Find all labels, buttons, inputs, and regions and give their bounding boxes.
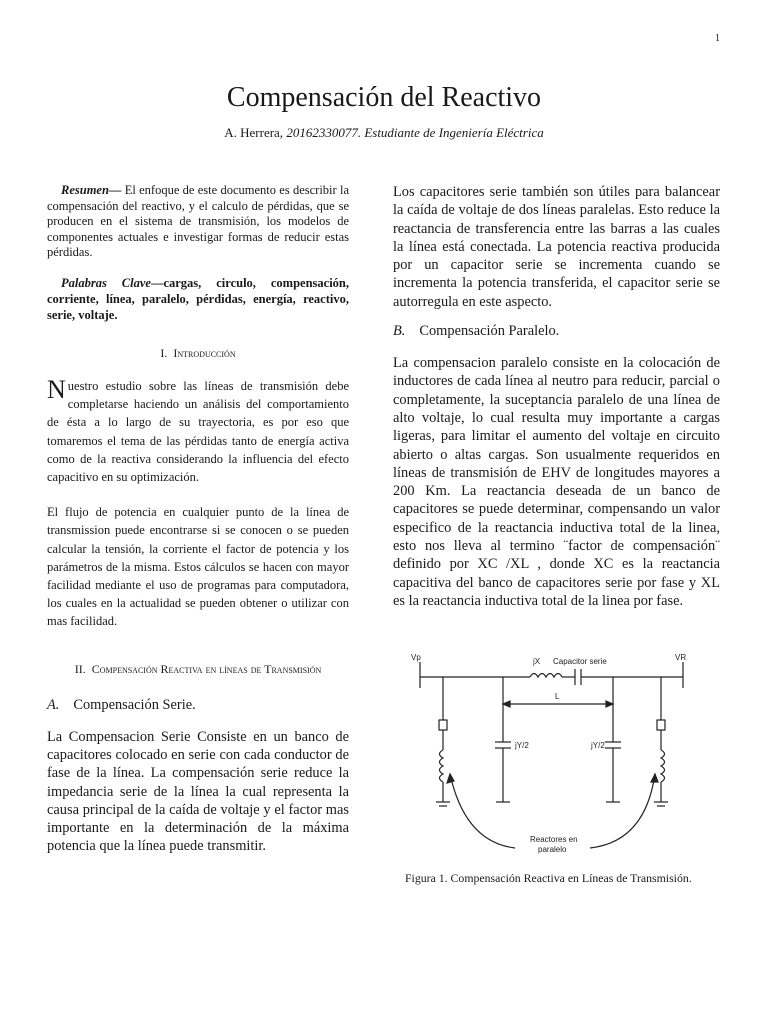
right-breaker-icon: [657, 720, 665, 730]
keywords-label: Palabras Clave: [61, 275, 151, 290]
section-number: II.: [74, 661, 86, 676]
label-capacitor: Capacitor serie: [553, 657, 607, 666]
drop-cap: N: [47, 374, 66, 404]
label-jy-left: jY/2: [515, 741, 529, 750]
subsection-title: Compensación Serie.: [73, 696, 196, 713]
abstract-text: El enfoque de este documento es describir la compensación del reactivo, y el calculo de pérdidas, que se producen en el sistema de transmisión, los modelos de componentes actuales e investigar formas de reducir estas pérdidas.: [47, 183, 349, 260]
label-length: L: [555, 692, 560, 701]
right-shunt-reactor-icon: [661, 750, 665, 782]
keywords-text: —cargas, circulo, compensación, corriente, línea, paralelo, pérdidas, energía, reactivo, serie, voltaje.: [47, 275, 350, 322]
abstract-label: Resumen—: [61, 183, 122, 197]
right-column: [393, 183, 720, 610]
intro-paragraph-2: El flujo de potencia en cualquier punto de la línea de transmission puede encontrarse si se conocen o se pueden calcular la tensión, la corriente el factor de potencia y los parámetros de la misma. Estos cálculos se hacen con mayor facilidad mediante el uso de programas para computadora, los cuales en la actualidad se pueden obtener o utilizar con mas facilidad.: [47, 505, 349, 629]
abstract: [47, 183, 349, 261]
author-line: [0, 125, 768, 141]
label-jy-right: jY/2: [591, 741, 605, 750]
section-title: Introducción: [173, 345, 236, 360]
author-affiliation: 20162330077. Estudiante de Ingeniería Eléctrica: [286, 125, 544, 140]
label-vp: Vp: [411, 653, 421, 662]
subsection-heading-paralelo: [393, 323, 720, 340]
figure-caption: Figura 1. Compensación Reactiva en Líneas de Transmisión.: [405, 871, 692, 885]
subsection-title: Compensación Paralelo.: [419, 323, 560, 340]
keywords: [47, 275, 349, 323]
subsection-label: A.: [47, 696, 60, 713]
reactor-pointer-left: [450, 774, 515, 848]
section-heading-introduccion: [47, 345, 349, 361]
left-shunt-reactor-icon: [440, 750, 444, 782]
reactor-pointer-right: [590, 774, 655, 848]
label-reactores-2: paralelo: [538, 845, 567, 854]
page-number: 1: [715, 33, 720, 44]
series-inductor-icon: [530, 674, 562, 678]
section-heading-compensacion: [47, 661, 349, 677]
label-jx: jX: [533, 657, 541, 666]
subsection-heading-serie: [47, 697, 349, 714]
intro-paragraph-1: [47, 374, 349, 486]
serie-paragraph: La Compensacion Serie Consiste en un banco de capacitores colocado en serie con cada conductor de fase de la línea. La compensación serie reduce la impedancia serie de la línea la cual representa la causa principal de la caída de voltaje y el factor mas importante en la determinación de la máxima potencia que la línea puede transmitir.: [47, 728, 349, 855]
intro-paragraph-1-text: uestro estudio sobre las líneas de transmisión debe completarse haciendo un análisis del comportamiento de ésta a lo largo de su trayectoria, es por eso que tomaremos el tema de las pérdidas tanto de energía activa como de la reactiva considerando la influencia del efecto capacitivo en su optimización.: [47, 378, 349, 484]
section-title: Compensación Reactiva en líneas de Transmisión: [91, 661, 322, 676]
paralelo-paragraph: La compensacion paralelo consiste en la colocación de inductores de cada línea al neutro para reducir, parcial o completamente, la suceptancia paralelo de una línea de alto voltaje, lo cual resulta muy importante a cargas ligeras, para limitar el aumento del voltaje en circuito abierto o altas cargas. Son usualmente requeridos en líneas de transmisión de EHV de longitudes mayores a 200 Km. La reactancia deseada de un banco de capacitores se puede determinar, compensando un valor especifico de la reactancia inductiva total de la linea, esto nos lleva al termino ¨factor de compensación¨ definido por XC /XL , donde XC es la reactancia capacitiva del banco de capacitores serie por fase y XL es la reactancia inductiva total de la linea por fase.: [393, 355, 720, 609]
subsection-label: B.: [393, 323, 406, 340]
left-column: [47, 183, 349, 856]
left-breaker-icon: [439, 720, 447, 730]
circuit-diagram: [405, 652, 723, 864]
reactor-pointer-arrowheads: [447, 774, 658, 783]
section-number: I.: [160, 345, 168, 360]
serie-paragraph-2: Los capacitores serie también son útiles para balancear la caída de voltaje de dos líneas paralelas. Esto reduce la reactancia de transferencia entre las barras a las cuales la línea está conectada. La potencia reactiva producida por un capacitor serie se incrementa cuando se incrementa la potencia transferida, el capacitor serie se autorregula en este aspecto.: [393, 184, 720, 310]
label-vr: VR: [675, 653, 687, 662]
author-name: A. Herrera,: [224, 125, 284, 140]
label-reactores-1: Reactores en: [530, 835, 578, 844]
paper-title: Compensación del Reactivo: [226, 82, 542, 113]
